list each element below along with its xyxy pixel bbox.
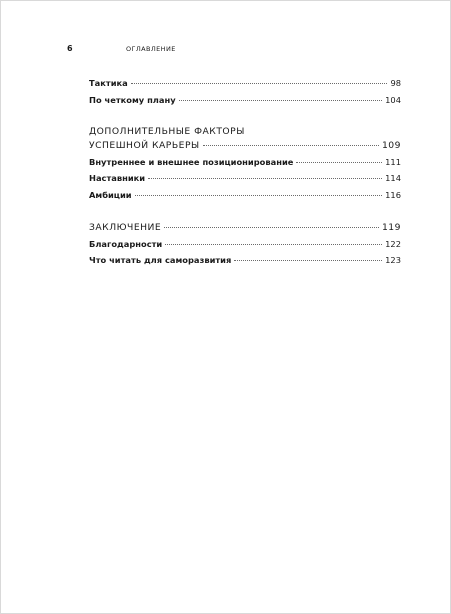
dot-leader xyxy=(135,195,383,196)
toc-entry xyxy=(89,190,401,207)
toc-entry-label: Что читать для саморазвития xyxy=(89,255,232,265)
toc-section xyxy=(89,222,401,272)
toc-entry xyxy=(89,173,401,190)
toc-entry-label: По четкому плану xyxy=(89,94,176,105)
toc-entry-page: 98 xyxy=(390,78,401,88)
toc-entry-page: 122 xyxy=(385,238,401,249)
toc-entry-label: Тактика xyxy=(89,78,128,88)
toc-entry-label: Наставники xyxy=(89,173,146,183)
section-title-line: УСПЕШНОЙ КАРЬЕРЫ xyxy=(89,140,200,151)
toc-entry xyxy=(89,95,401,112)
dot-leader xyxy=(165,244,382,245)
dot-leader xyxy=(234,260,382,261)
dot-leader xyxy=(179,100,383,101)
toc-entry xyxy=(89,255,401,272)
toc-entry-label: Благодарности xyxy=(89,238,163,249)
toc-entry-label: Внутреннее и внешнее позиционирование xyxy=(89,156,294,167)
page-number: 6 xyxy=(67,44,73,53)
section-page: 119 xyxy=(381,222,401,233)
section-title-line: ДОПОЛНИТЕЛЬНЫЕ ФАКТОРЫ xyxy=(89,126,245,137)
dot-leader xyxy=(148,178,382,179)
toc-entry xyxy=(89,239,401,256)
section-title-entry xyxy=(89,222,401,239)
table-of-contents xyxy=(89,78,401,272)
toc-section xyxy=(89,124,401,206)
toc-entry xyxy=(89,157,401,174)
toc-entry xyxy=(89,78,401,95)
dot-leader xyxy=(131,83,388,84)
toc-entry-page: 123 xyxy=(385,255,401,265)
toc-entry-page: 104 xyxy=(385,94,401,105)
dot-leader xyxy=(203,145,379,146)
toc-entry-page: 111 xyxy=(385,156,401,167)
toc-entry-label: Амбиции xyxy=(89,189,132,200)
dot-leader xyxy=(296,162,382,163)
section-title: ЗАКЛЮЧЕНИЕ xyxy=(89,222,162,233)
toc-entry-page: 116 xyxy=(385,189,401,200)
section-title-entry xyxy=(89,140,401,157)
section-page: 109 xyxy=(381,140,401,151)
toc-entry-page: 114 xyxy=(385,173,401,183)
running-header: ОГЛАВЛЕНИЕ xyxy=(126,45,176,53)
dot-leader xyxy=(164,227,379,228)
